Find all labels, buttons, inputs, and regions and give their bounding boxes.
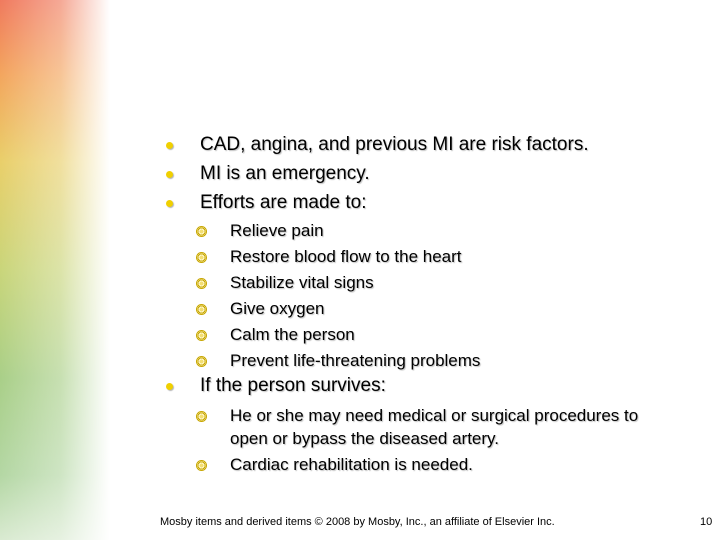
copyright-footer: Mosby items and derived items © 2008 by Mosby, Inc., an affiliate of Elsevier Inc. bbox=[160, 516, 555, 528]
bullet-dot-icon bbox=[166, 142, 173, 149]
sub-bullet-item: He or she may need medical or surgical procedures to bbox=[230, 406, 639, 425]
bullet-item: CAD, angina, and previous MI are risk factors. bbox=[200, 134, 589, 155]
sub-bullet-icon bbox=[196, 330, 207, 341]
sub-bullet-item-continuation: open or bypass the diseased artery. bbox=[230, 429, 500, 448]
sub-bullet-item: Restore blood flow to the heart bbox=[230, 247, 462, 266]
sub-bullet-icon bbox=[196, 252, 207, 263]
sub-bullet-icon bbox=[196, 226, 207, 237]
sub-bullet-icon bbox=[196, 304, 207, 315]
bullet-dot-icon bbox=[166, 383, 173, 390]
sub-bullet-icon bbox=[196, 278, 207, 289]
bullet-dot-icon bbox=[166, 200, 173, 207]
sub-bullet-icon bbox=[196, 411, 207, 422]
sub-bullet-item: Stabilize vital signs bbox=[230, 273, 374, 292]
sub-bullet-item: Relieve pain bbox=[230, 221, 324, 240]
bullet-item: Efforts are made to: bbox=[200, 192, 367, 213]
bullet-item: MI is an emergency. bbox=[200, 163, 370, 184]
sub-bullet-item: Give oxygen bbox=[230, 299, 325, 318]
sub-bullet-icon bbox=[196, 460, 207, 471]
bullet-item: If the person survives: bbox=[200, 375, 386, 396]
sub-bullet-item: Calm the person bbox=[230, 325, 355, 344]
sub-bullet-icon bbox=[196, 356, 207, 367]
sub-bullet-item: Prevent life-threatening problems bbox=[230, 351, 481, 370]
slide-number: 10 bbox=[700, 516, 713, 528]
bullet-dot-icon bbox=[166, 171, 173, 178]
sub-bullet-item: Cardiac rehabilitation is needed. bbox=[230, 455, 473, 474]
